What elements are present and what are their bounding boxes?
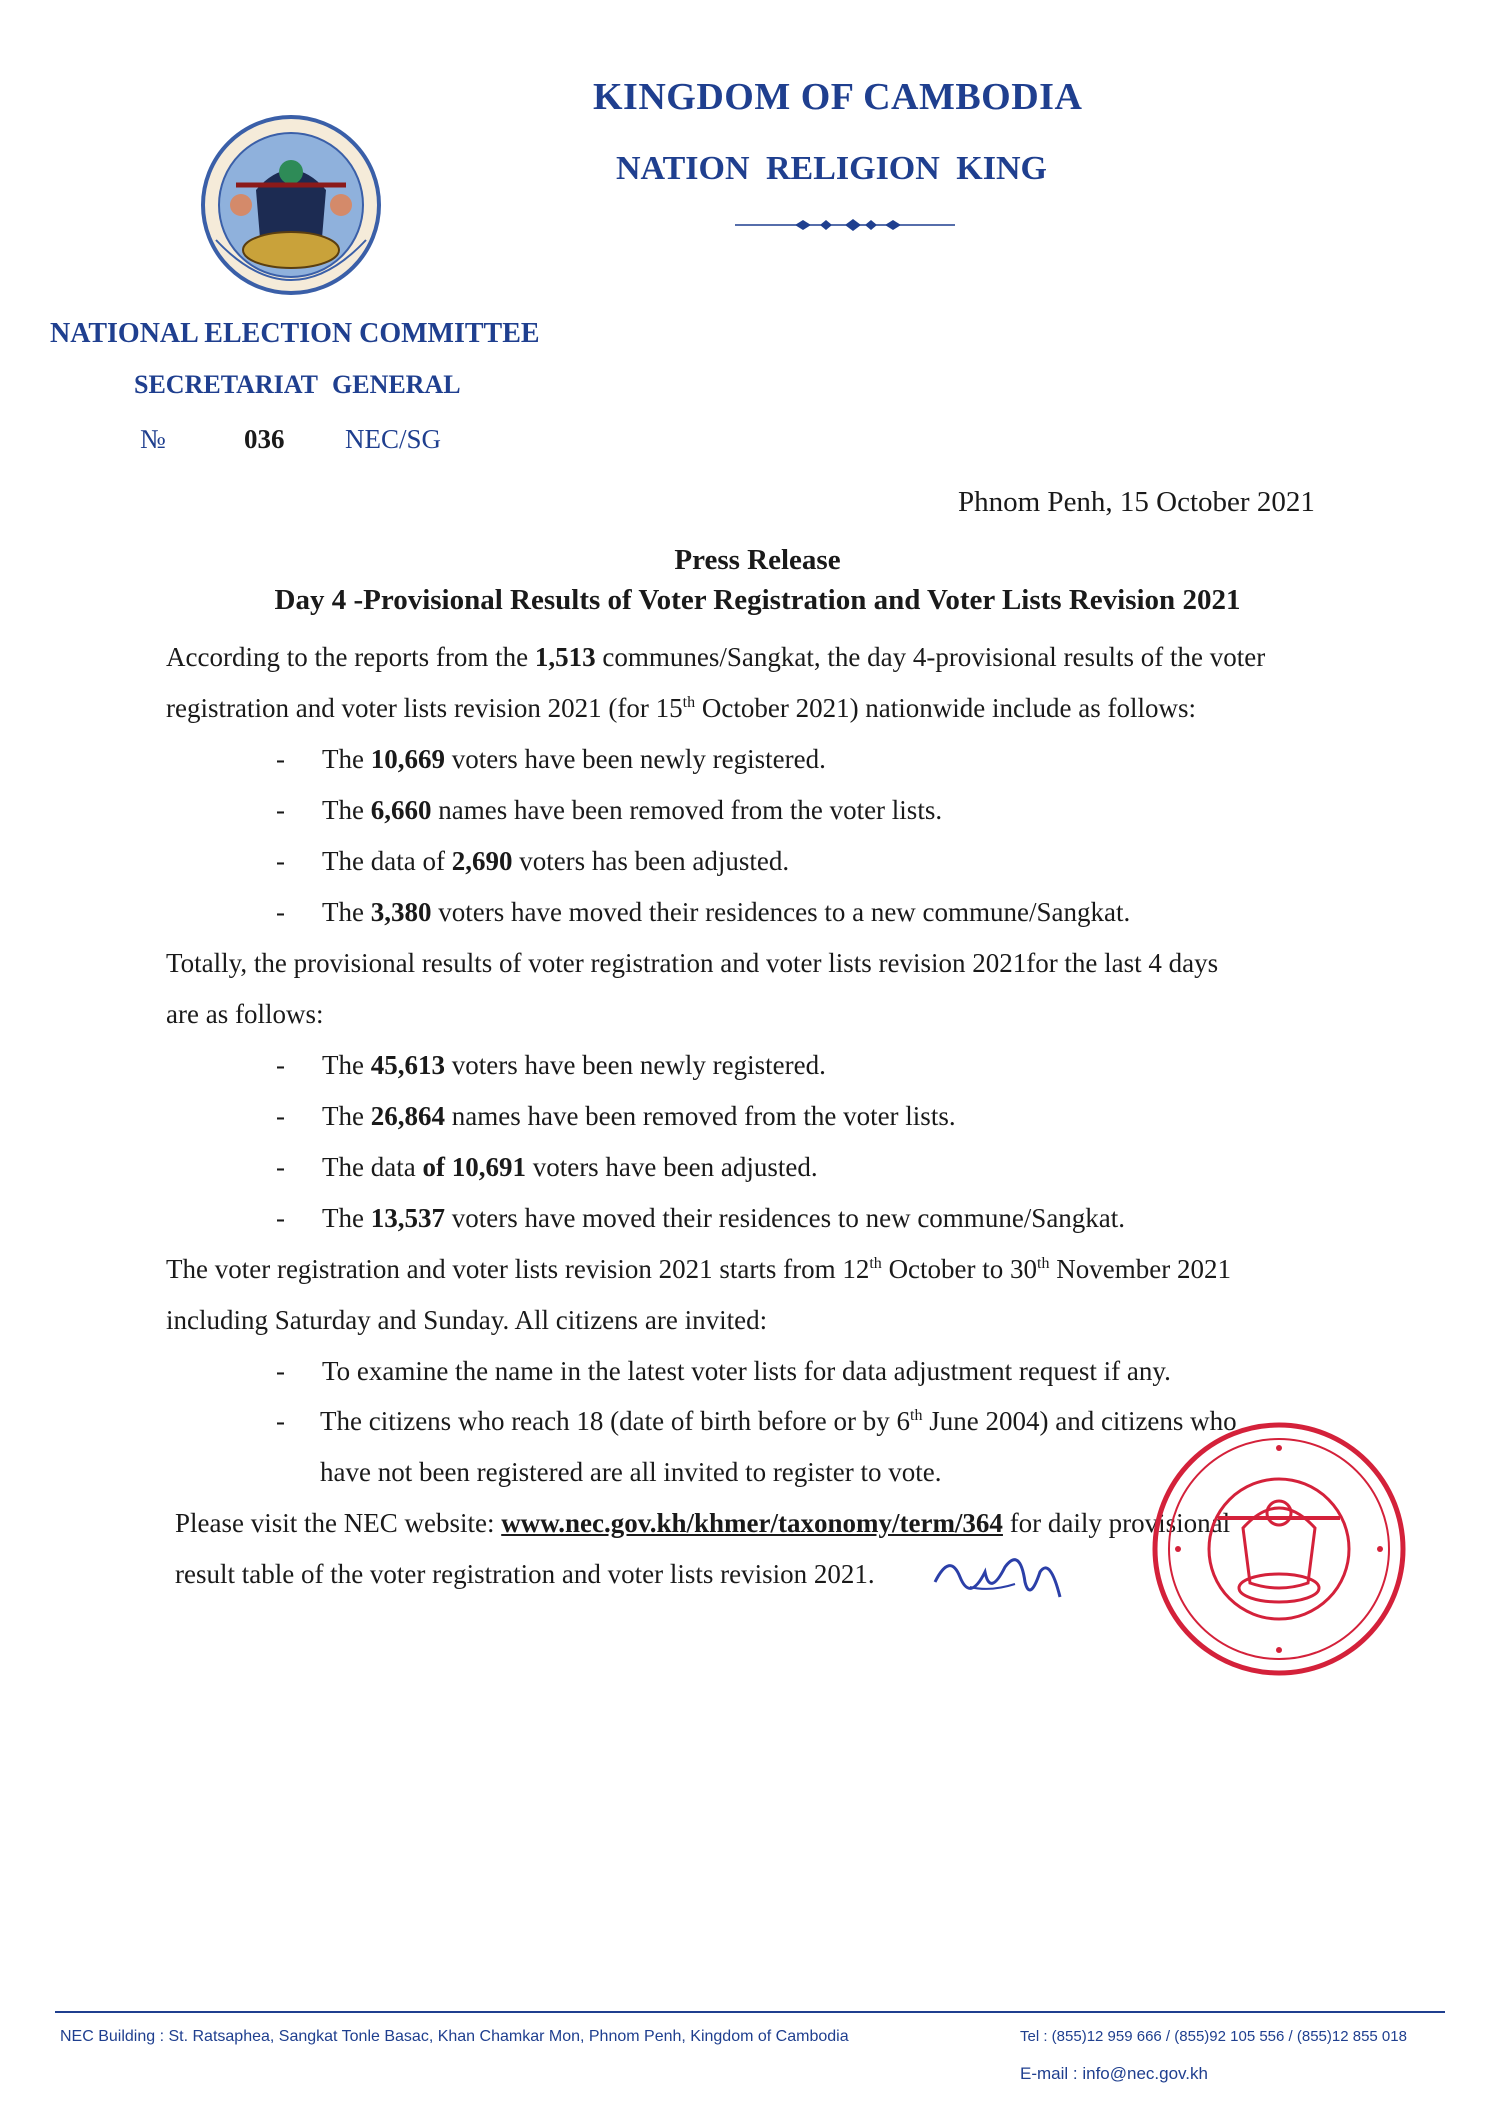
press-release-subtitle: Day 4 -Provisional Results of Voter Registration and Voter Lists Revision 2021 xyxy=(274,584,1241,616)
day4-result-item: The 10,669 voters have been newly registered. xyxy=(322,744,826,774)
footer-email[interactable]: E-mail : info@nec.gov.kh xyxy=(1020,2064,1208,2083)
totals-intro-line-1: Totally, the provisional results of voter registration and voter lists revision 2021for the last 4 days xyxy=(166,948,1219,978)
footer-telephone: Tel : (855)12 959 666 / (855)92 105 556 / (855)12 855 018 xyxy=(1020,2028,1407,2045)
total-result-item: The 13,537 voters have moved their residences to new commune/Sangkat. xyxy=(322,1203,1126,1233)
closing-line-2: result table of the voter registration and voter lists revision 2021. xyxy=(175,1559,875,1589)
invitation-item: The citizens who reach 18 (date of birth before or by 6th June 2004) and citizens who xyxy=(320,1406,1237,1436)
total-result-item: The 26,864 names have been removed from the voter lists. xyxy=(322,1101,956,1131)
organization-department: SECRETARIAT GENERAL xyxy=(134,370,461,399)
total-result-item: The 45,613 voters have been newly registered. xyxy=(322,1050,826,1080)
day4-result-item: The 6,660 names have been removed from the voter lists. xyxy=(322,795,943,825)
intro-line-2: registration and voter lists revision 2021 (for 15th October 2021) nationwide include as follows: xyxy=(166,693,1196,723)
reference-code: NEC/SG xyxy=(345,424,442,454)
organization-name: NATIONAL ELECTION COMMITTEE xyxy=(50,318,540,349)
totals-intro-line-2: are as follows: xyxy=(166,999,324,1029)
invitation-item: To examine the name in the latest voter lists for data adjustment request if any. xyxy=(322,1356,1171,1386)
bullet-dash: - xyxy=(276,1356,285,1386)
press-release-title: Press Release xyxy=(674,544,841,576)
reference-label: № xyxy=(140,424,166,454)
kingdom-motto: NATION RELIGION KING xyxy=(616,150,1047,187)
communes-count: 1,513 xyxy=(534,642,596,672)
official-seal xyxy=(1148,1418,1410,1680)
bullet-dash: - xyxy=(276,846,285,876)
day4-result-item: The data of 2,690 voters has been adjusted. xyxy=(322,846,790,876)
reference-number-block xyxy=(140,424,442,455)
invitation-item-continued: have not been registered are all invited to register to vote. xyxy=(320,1457,942,1487)
intro-line-1: According to the reports from the 1,513 communes/Sangkat, the day 4-provisional results of the voter xyxy=(166,642,1266,672)
header-ornament xyxy=(735,218,955,232)
schedule-line-1: The voter registration and voter lists revision 2021 starts from 12th October to 30th November 2021 xyxy=(166,1254,1231,1284)
reference-number: 036 xyxy=(244,424,285,454)
bullet-dash: - xyxy=(276,744,285,774)
bullet-dash: - xyxy=(276,1101,285,1131)
kingdom-title: KINGDOM OF CAMBODIA xyxy=(593,76,1083,118)
total-result-item: The data of 10,691 voters have been adjusted. xyxy=(322,1152,818,1182)
bullet-dash: - xyxy=(276,1203,285,1233)
nec-emblem xyxy=(196,110,386,310)
nec-website-link[interactable]: www.nec.gov.kh/khmer/taxonomy/term/364 xyxy=(501,1508,1003,1538)
bullet-dash: - xyxy=(276,1050,285,1080)
handwritten-signature xyxy=(930,1542,1070,1612)
bullet-dash: - xyxy=(276,897,285,927)
bullet-dash: - xyxy=(276,1406,285,1436)
bullet-dash: - xyxy=(276,795,285,825)
document-date: Phnom Penh, 15 October 2021 xyxy=(958,486,1315,518)
schedule-line-2: including Saturday and Sunday. All citizens are invited: xyxy=(166,1305,768,1335)
footer-divider xyxy=(55,2011,1445,2013)
bullet-dash: - xyxy=(276,1152,285,1182)
closing-line-1: Please visit the NEC website: www.nec.gov.kh/khmer/taxonomy/term/364 for daily provisional xyxy=(175,1508,1231,1538)
day4-result-item: The 3,380 voters have moved their residences to a new commune/Sangkat. xyxy=(322,897,1131,927)
footer-address: NEC Building : St. Ratsaphea, Sangkat Tonle Basac, Khan Chamkar Mon, Phnom Penh, Kingdom of Cambodia xyxy=(60,2028,849,2045)
